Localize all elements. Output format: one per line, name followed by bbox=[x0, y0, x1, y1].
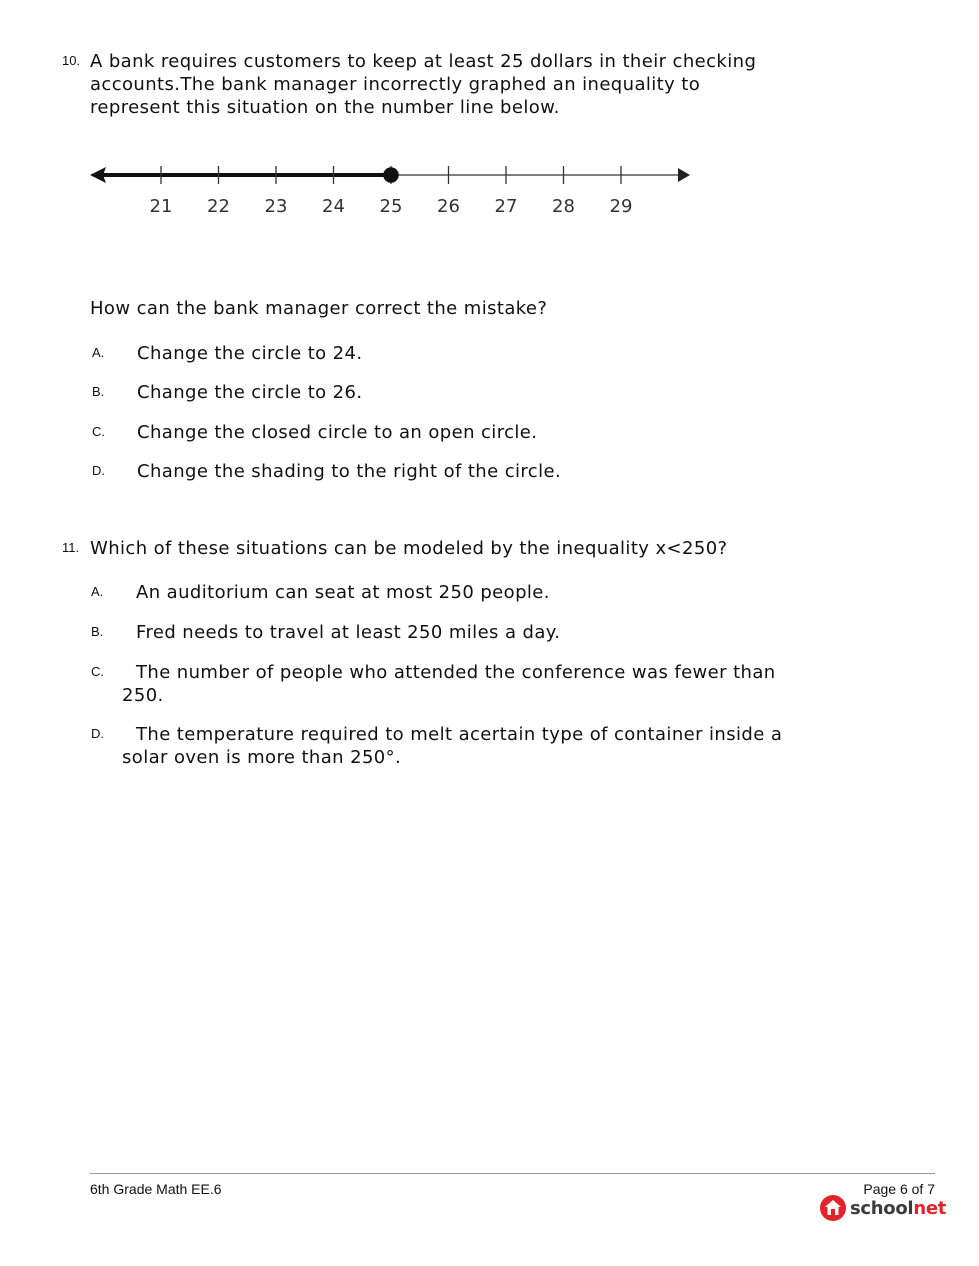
footer-title: 6th Grade Math EE.6 bbox=[90, 1181, 222, 1197]
q11-option-b-text[interactable]: Fred needs to travel at least 250 miles a day. bbox=[136, 622, 561, 643]
question-10-stem-line-1: A bank requires customers to keep at least 25 dollars in their checking bbox=[90, 51, 757, 72]
question-10-stem-line-2: accounts.The bank manager incorrectly graphed an inequality to bbox=[90, 74, 701, 95]
question-10-number: 10. bbox=[62, 53, 81, 68]
q11-option-d-text-line-2[interactable]: solar oven is more than 250°. bbox=[122, 747, 402, 768]
logo-wordmark bbox=[850, 1198, 946, 1219]
q11-option-a-text[interactable]: An auditorium can seat at most 250 people. bbox=[136, 582, 550, 603]
tick-label-22: 22 bbox=[207, 196, 230, 217]
footer-divider bbox=[90, 1173, 935, 1174]
q10-option-c-text[interactable]: Change the closed circle to an open circle. bbox=[137, 422, 538, 443]
tick-label-27: 27 bbox=[494, 196, 518, 217]
logo-text-school: school bbox=[850, 1197, 914, 1219]
q11-option-a-letter: A. bbox=[91, 584, 104, 599]
q11-option-c-text-line-2[interactable]: 250. bbox=[122, 685, 164, 706]
q10-option-d-text[interactable]: Change the shading to the right of the circle. bbox=[137, 461, 562, 482]
question-11-stem: Which of these situations can be modeled by the inequality x<250? bbox=[90, 538, 728, 559]
tick-label-26: 26 bbox=[437, 196, 460, 217]
q10-option-b-letter: B. bbox=[92, 384, 105, 399]
tick-label-25: 25 bbox=[379, 196, 403, 217]
q10-option-d-letter: D. bbox=[92, 463, 105, 478]
endpoint-circle bbox=[384, 168, 398, 182]
q10-option-b-text[interactable]: Change the circle to 26. bbox=[137, 382, 363, 403]
q10-option-a-letter: A. bbox=[92, 345, 105, 360]
q10-option-a-text[interactable]: Change the circle to 24. bbox=[137, 343, 363, 364]
question-10-prompt: How can the bank manager correct the mistake? bbox=[90, 298, 548, 319]
tick-label-21: 21 bbox=[149, 196, 173, 217]
page-number: Page 6 of 7 bbox=[863, 1181, 935, 1197]
q10-option-c-letter: C. bbox=[92, 424, 105, 439]
q11-option-b-letter: B. bbox=[91, 624, 104, 639]
tick-label-29: 29 bbox=[609, 196, 633, 217]
q11-option-c-letter: C. bbox=[91, 664, 104, 679]
question-11-number: 11. bbox=[62, 540, 80, 555]
logo-text-net: net bbox=[913, 1197, 947, 1219]
q11-option-d-text-line-1[interactable]: The temperature required to melt acertain type of container inside a bbox=[136, 724, 783, 745]
tick-label-23: 23 bbox=[264, 196, 288, 217]
tick-label-28: 28 bbox=[552, 196, 575, 217]
tick-label-24: 24 bbox=[322, 196, 345, 217]
q11-option-c-text-line-1[interactable]: The number of people who attended the conference was fewer than bbox=[136, 662, 776, 683]
question-10-stem-line-3: represent this situation on the number line below. bbox=[90, 97, 560, 118]
house-icon bbox=[820, 1195, 846, 1221]
number-line bbox=[88, 156, 698, 224]
right-arrow-icon bbox=[678, 168, 690, 182]
schoolnet-logo bbox=[820, 1195, 946, 1221]
q11-option-d-letter: D. bbox=[91, 726, 104, 741]
